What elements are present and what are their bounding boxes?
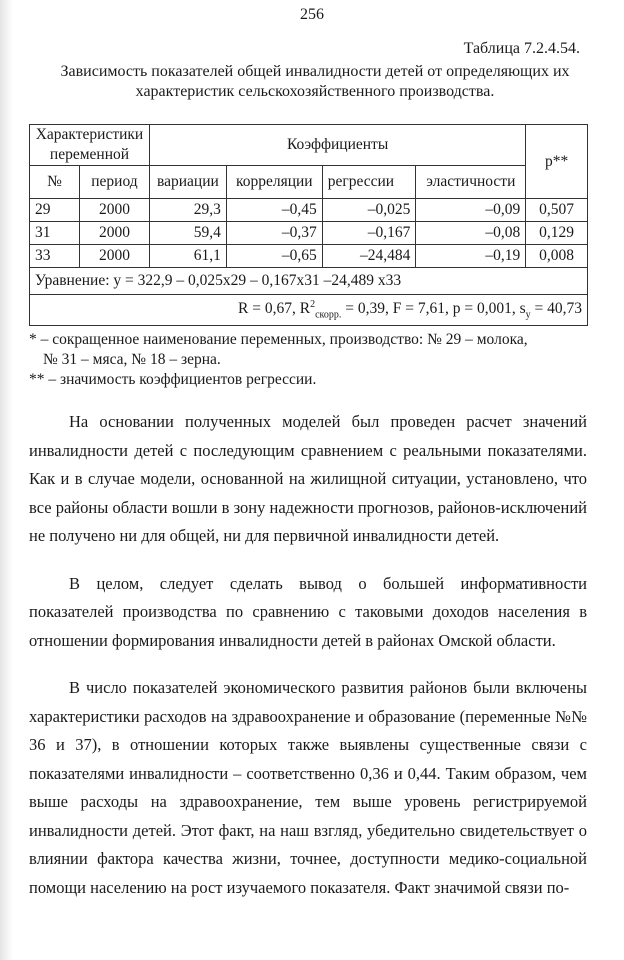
stat-s-value: = 40,73 [530,300,582,318]
cell-variation: 29,3 [149,199,226,222]
cell-regression: –0,025 [322,199,416,222]
cell-elasticity: –0,09 [416,199,526,222]
model-statistics [30,295,588,326]
cell-correlation: –0,65 [226,245,322,268]
header-characteristics: Характеристики переменной [30,125,150,166]
paragraph: В число показателей экономического развития районов были включены характеристики расходов на здравоохранение и образование (переменные №№ 36 и 37), в отношении которых также выявлены существенные связи с показателями инвалидности – соответственно 0,36 и 0,44. Таким образом, чем выше расходы на здравоохранение, тем выше уровень регистрируемой инвалидности детей. Этот факт, на наш взгляд, убедительно свидетельствует о влиянии фактора качества жизни, точнее, доступности медико-социальной помощи населению на рост изучаемого показателя. Факт значимой связи по- [29,678,587,897]
table-row [30,245,588,268]
cell-period: 2000 [79,245,149,268]
cell-num: 31 [30,222,80,245]
header-correlation: корреляции [226,166,322,199]
table-caption [30,62,600,102]
table-header-row-2 [30,166,588,199]
header-p: p** [526,125,588,199]
cell-elasticity: –0,19 [416,245,526,268]
cell-correlation: –0,37 [226,222,322,245]
table-header-row-1 [30,125,588,166]
header-elasticity: эластичности [416,166,526,199]
statistics-row [30,295,588,326]
table-row [30,222,588,245]
cell-num: 33 [30,245,80,268]
header-regression: регрессии [322,166,416,199]
cell-regression: –24,484 [322,245,416,268]
stat-r2-sup: 2 [310,299,316,310]
cell-p: 0,008 [526,245,588,268]
scan-edge-shadow [0,0,14,960]
cell-variation: 61,1 [149,245,226,268]
table-number: Таблица 7.2.4.54. [463,40,580,57]
body-text [29,408,587,921]
stat-r: R = 0,67, R [238,300,311,318]
header-coefficients: Коэффициенты [149,125,525,166]
footnote-1-line-1: * – сокращенное наименование переменных, производство: № 29 – молока, [29,331,528,348]
cell-regression: –0,167 [322,222,416,245]
header-period: период [79,166,149,199]
cell-period: 2000 [79,199,149,222]
cell-p: 0,129 [526,222,588,245]
paragraph: На основании полученных моделей был проведен расчет значений инвалидности детей с последующим сравнением с реальными показателями. Как и в случае модели, основанной на жилищной ситуации, установлено, что все районы области вошли в зону надежности прогнозов, районов-исключений не получено ни для общей, ни для первичной инвалидности детей. [29,412,587,545]
cell-elasticity: –0,08 [416,222,526,245]
stat-s-sub: y [525,309,531,321]
footnote-2: ** – значимость коэффициентов регрессии. [29,371,317,388]
coefficients-table [29,124,588,326]
stat-r2-sub: скорр. [315,309,342,321]
cell-correlation: –0,45 [226,199,322,222]
equation-row [30,268,588,295]
stat-rest: = 0,39, F = 7,61, p = 0,001, s [341,300,526,318]
footnote-1-line-2: № 31 – мяса, № 18 – зерна. [43,351,221,368]
caption-line-2: характеристик сельскохозяйственного производства. [135,83,495,100]
cell-num: 29 [30,199,80,222]
table-footnotes [29,330,589,390]
page-number: 256 [300,6,324,23]
caption-line-1: Зависимость показателей общей инвалидности детей от определяющих их [60,63,570,80]
header-variation: вариации [149,166,226,199]
cell-period: 2000 [79,222,149,245]
regression-equation: Уравнение: y = 322,9 – 0,025х29 – 0,167х31 –24,489 х33 [30,268,588,295]
cell-p: 0,507 [526,199,588,222]
table-row [30,199,588,222]
header-num: № [30,166,80,199]
cell-variation: 59,4 [149,222,226,245]
paragraph: В целом, следует сделать вывод о большей информативности показателей производства по сравнению с таковыми доходов населения в отношении формирования инвалидности детей в районах Омской области. [29,573,587,650]
